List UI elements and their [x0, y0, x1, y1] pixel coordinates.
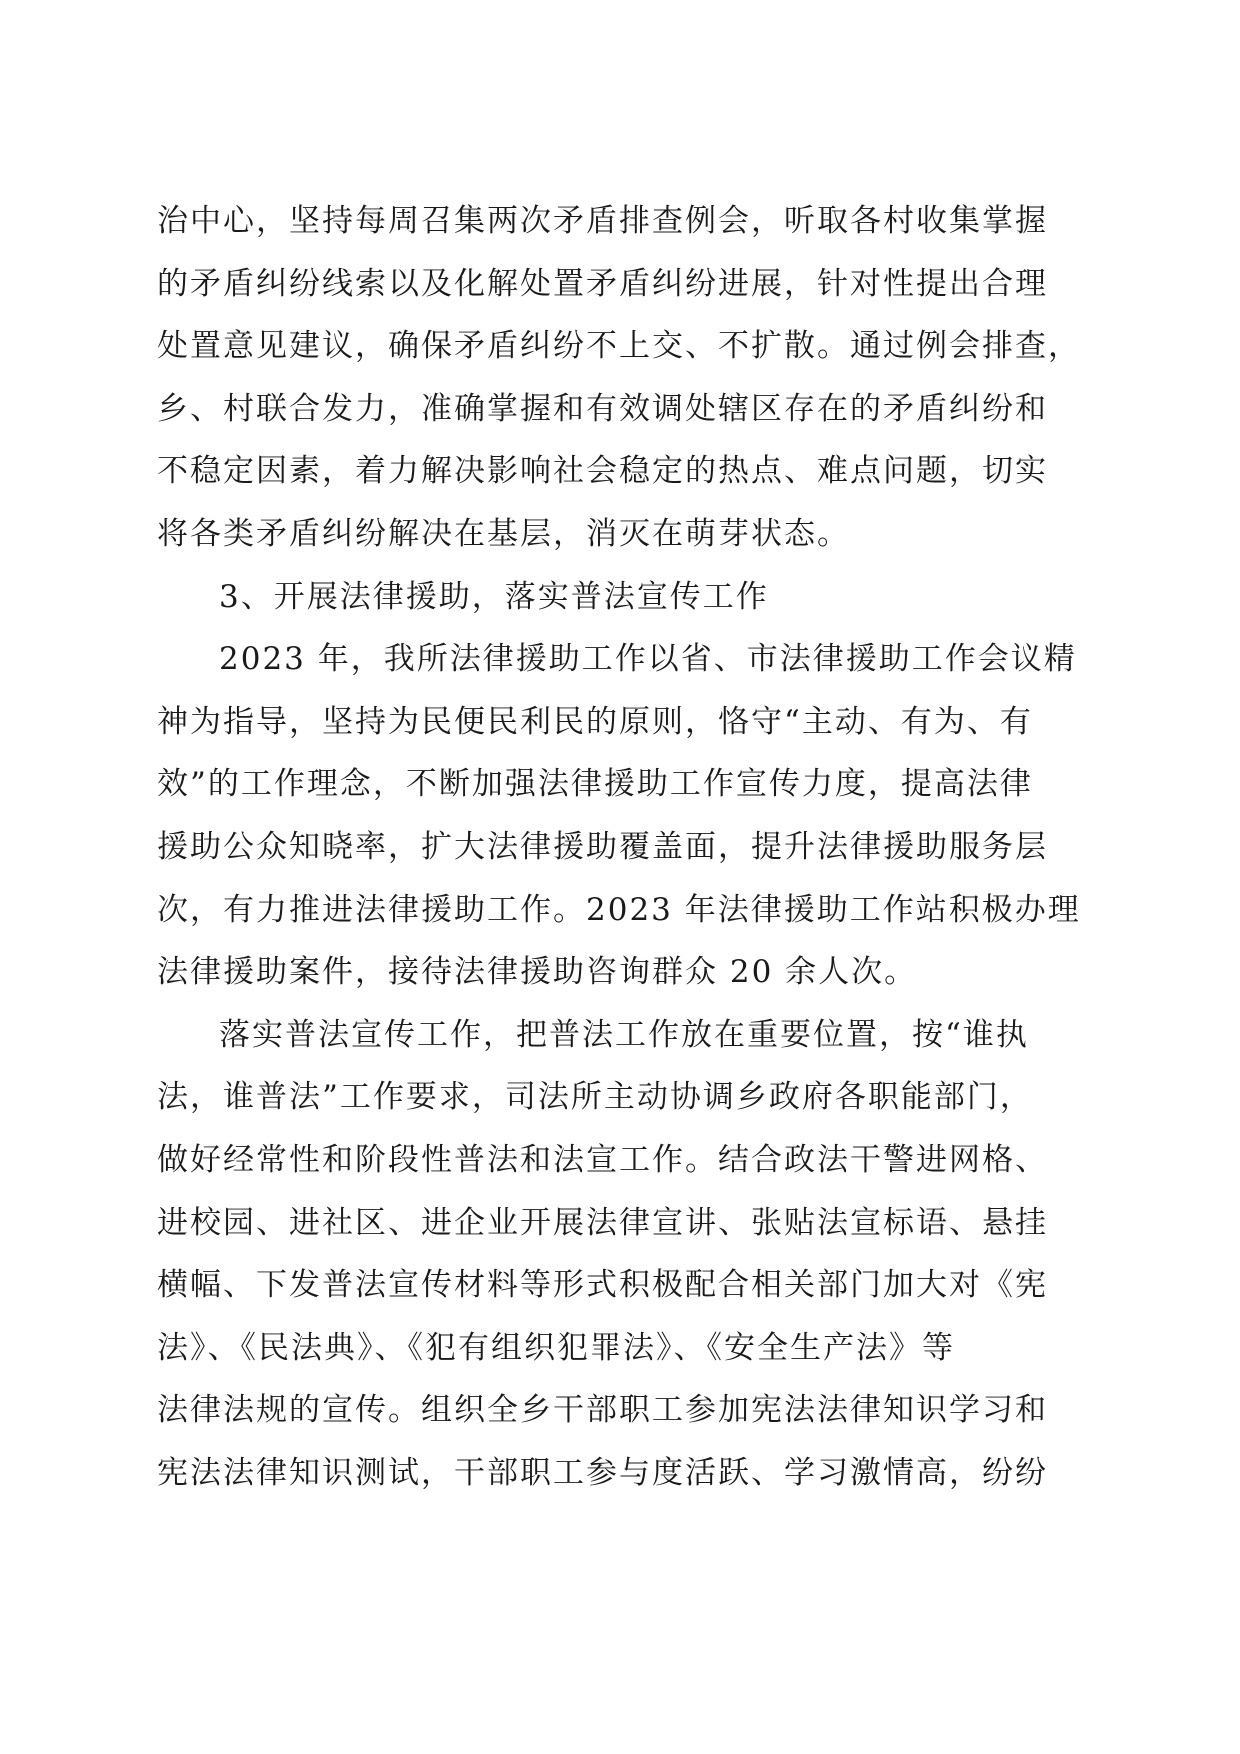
text-line: 2023 年，我所法律援助工作以省、市法律援助工作会议精 — [219, 641, 1077, 678]
document-body — [157, 190, 1097, 1504]
text-line: 法律援助案件，接待法律援助咨询群众 20 余人次。 — [157, 954, 918, 991]
text-line: 做好经常性和阶段性普法和法宣工作。结合政法干警进网格、 — [157, 1141, 1048, 1178]
text-line: 效”的工作理念，不断加强法律援助工作宣传力度，提高法律 — [157, 766, 1033, 803]
text-line: 宪法法律知识测试，干部职工参与度活跃、学习激情高，纷纷 — [157, 1454, 1048, 1491]
text-line: 的矛盾纠纷线索以及化解处置矛盾纠纷进展，针对性提出合理 — [157, 265, 1048, 302]
text-line: 乡、村联合发力，准确掌握和有效调处辖区存在的矛盾纠纷和 — [157, 390, 1048, 427]
text-line: 将各类矛盾纠纷解决在基层，消灭在萌芽状态。 — [157, 515, 850, 552]
text-line: 不稳定因素，着力解决影响社会稳定的热点、难点问题，切实 — [157, 453, 1048, 490]
text-line: 治中心，坚持每周召集两次矛盾排查例会，听取各村收集掌握 — [157, 203, 1048, 239]
text-line: 援助公众知晓率，扩大法律援助覆盖面，提升法律援助服务层 — [157, 828, 1048, 865]
text-line: 法，谁普法”工作要求，司法所主动协调乡政府各职能部门， — [157, 1079, 1033, 1116]
text-line: 法》、《民法典》、《犯有组织犯罪法》、《安全生产法》等 — [157, 1329, 955, 1366]
text-line: 法律法规的宣传。组织全乡干部职工参加宪法法律知识学习和 — [157, 1392, 1048, 1429]
text-line: 落实普法宣传工作，把普法工作放在重要位置，按“谁执 — [219, 1016, 1029, 1053]
text-line: 横幅、下发普法宣传材料等形式积极配合相关部门加大对《宪 — [157, 1267, 1048, 1304]
text-line: 神为指导，坚持为民便民利民的原则，恪守“主动、有为、有 — [157, 703, 1033, 740]
section-heading: 3、开展法律援助，落实普法宣传工作 — [219, 578, 769, 615]
text-line: 进校园、进社区、进企业开展法律宣讲、张贴法宣标语、悬挂 — [157, 1204, 1048, 1241]
text-line: 次，有力推进法律援助工作。2023 年法律援助工作站积极办理 — [157, 891, 1081, 928]
text-line: 处置意见建议，确保矛盾纠纷不上交、不扩散。通过例会排查， — [157, 328, 1081, 365]
